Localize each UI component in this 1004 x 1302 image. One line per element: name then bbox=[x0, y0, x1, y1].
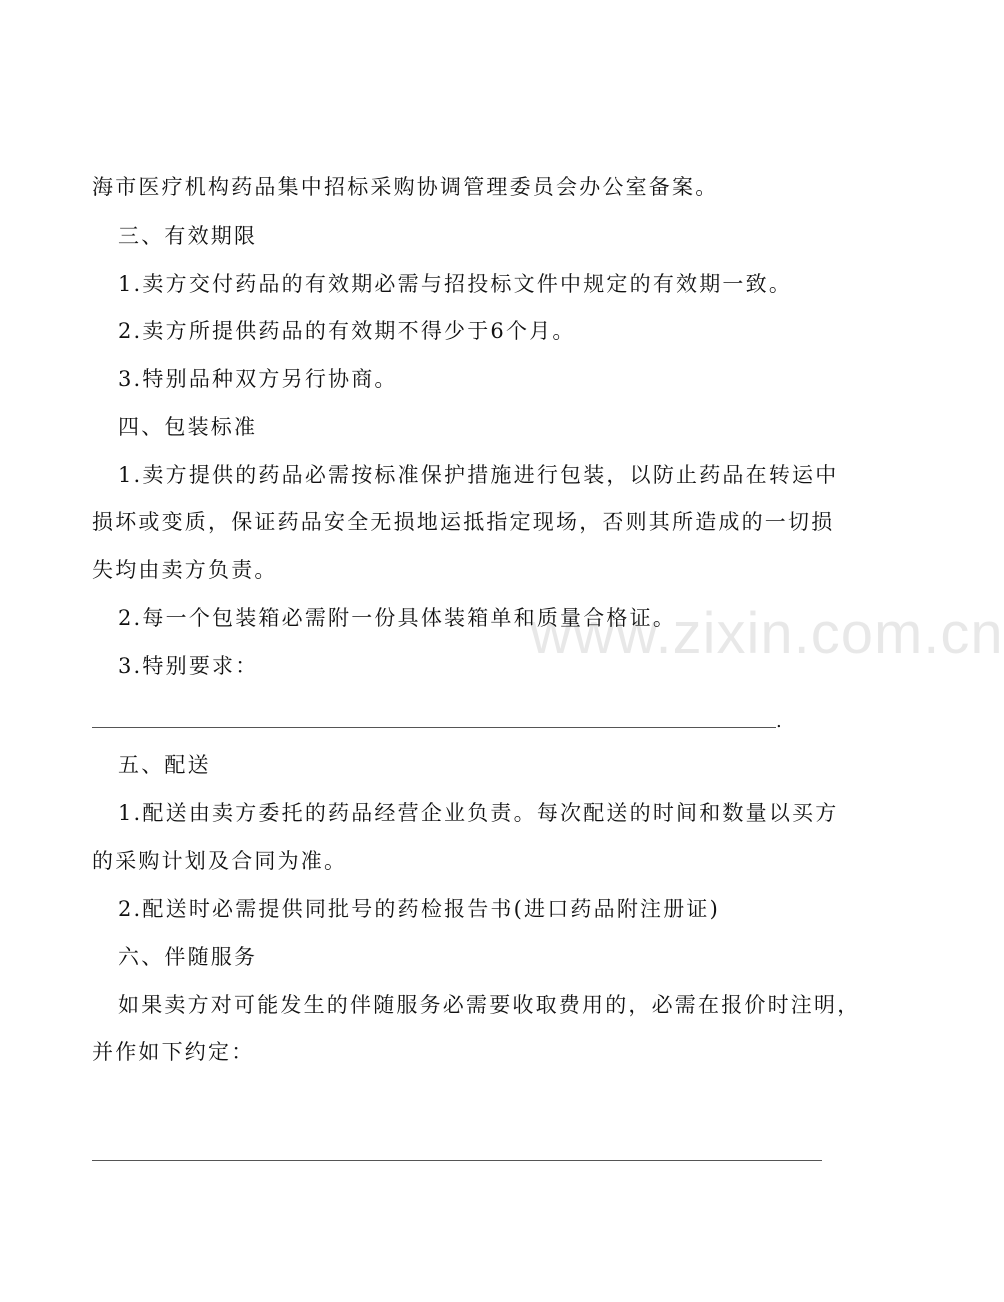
paragraph-line: 并作如下约定： bbox=[92, 1040, 255, 1064]
paragraph-line: 1.配送由卖方委托的药品经营企业负责。每次配送的时间和数量以买方 bbox=[118, 801, 839, 825]
fill-in-blank-line bbox=[92, 727, 776, 728]
fill-in-blank-line bbox=[92, 1160, 822, 1161]
paragraph-line: 损坏或变质，保证药品安全无损地运抵指定现场，否则其所造成的一切损 bbox=[92, 510, 835, 534]
paragraph-line: 3.特别品种双方另行协商。 bbox=[118, 367, 398, 391]
section-heading-validity: 三、有效期限 bbox=[118, 224, 258, 248]
paragraph-line: 1.卖方交付药品的有效期必需与招投标文件中规定的有效期一致。 bbox=[118, 272, 793, 296]
paragraph-line: 的采购计划及合同为准。 bbox=[92, 849, 348, 873]
paragraph-line: 海市医疗机构药品集中招标采购协调管理委员会办公室备案。 bbox=[92, 175, 719, 199]
section-heading-services: 六、伴随服务 bbox=[118, 945, 258, 969]
paragraph-line: 3.特别要求： bbox=[118, 654, 259, 678]
section-heading-delivery: 五、配送 bbox=[118, 753, 211, 777]
paragraph-line: 如果卖方对可能发生的伴随服务必需要收取费用的，必需在报价时注明， bbox=[118, 993, 861, 1017]
section-heading-packaging: 四、包装标准 bbox=[118, 415, 258, 439]
watermark-text: www.zixin.com.cn bbox=[530, 601, 1004, 666]
paragraph-line: 2.每一个包装箱必需附一份具体装箱单和质量合格证。 bbox=[118, 606, 677, 630]
fill-in-blank-end-mark: . bbox=[776, 711, 782, 732]
paragraph-line: 2.卖方所提供药品的有效期不得少于6个月。 bbox=[118, 319, 576, 343]
paragraph-line: 2.配送时必需提供同批号的药检报告书(进口药品附注册证) bbox=[118, 897, 721, 921]
paragraph-line: 失均由卖方负责。 bbox=[92, 558, 278, 582]
paragraph-line: 1.卖方提供的药品必需按标准保护措施进行包装，以防止药品在转运中 bbox=[118, 463, 839, 487]
